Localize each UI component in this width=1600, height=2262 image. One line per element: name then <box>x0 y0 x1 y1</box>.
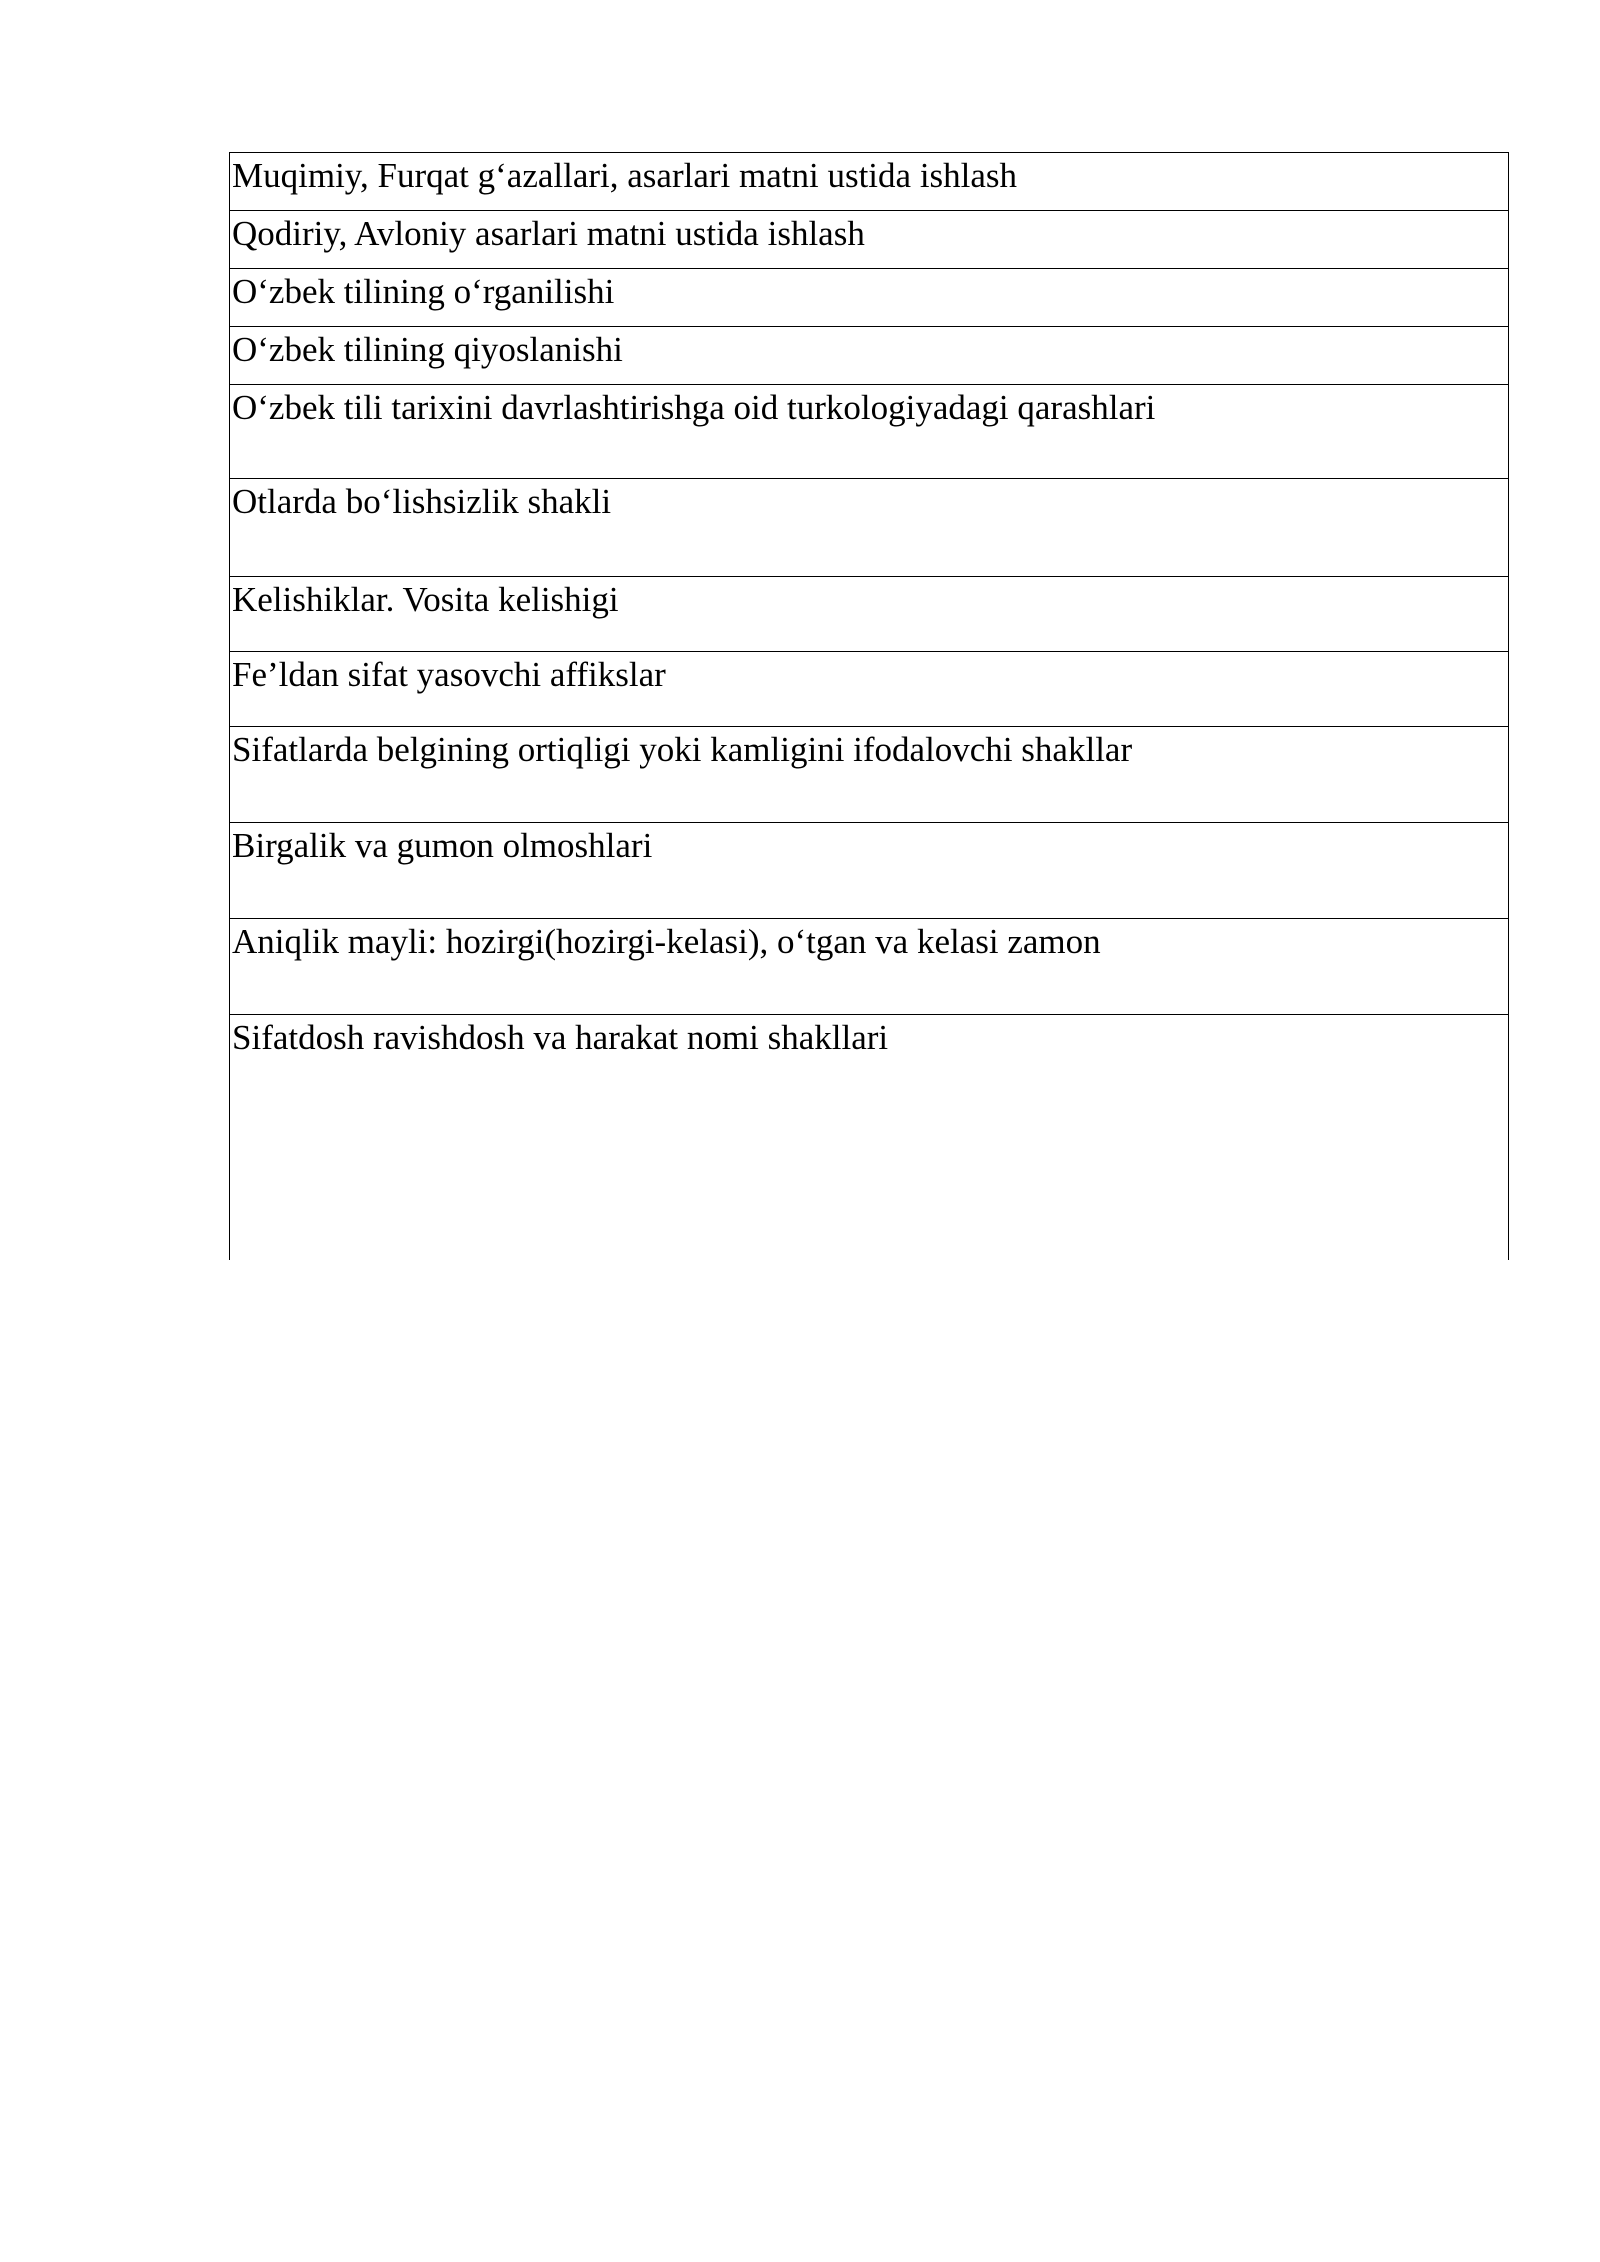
table-row: O‘zbek tilining qiyoslanishi <box>230 327 1508 385</box>
table-row: Otlarda bo‘lishsizlik shakli <box>230 479 1508 577</box>
table-row: Kelishiklar. Vosita kelishigi <box>230 577 1508 652</box>
table-row: Muqimiy, Furqat g‘azallari, asarlari matni ustida ishlash <box>230 153 1508 211</box>
table-row: O‘zbek tilining o‘rganilishi <box>230 269 1508 327</box>
table-row: O‘zbek tili tarixini davrlashtirishga oid turkologiyadagi qarashlari <box>230 385 1508 479</box>
table-row: Sifatlarda belgining ortiqligi yoki kamligini ifodalovchi shakllar <box>230 727 1508 823</box>
topics-table <box>229 152 1509 1260</box>
table-row: Qodiriy, Avloniy asarlari matni ustida ishlash <box>230 211 1508 269</box>
table-row: Birgalik va gumon olmoshlari <box>230 823 1508 919</box>
table-row: Fe’ldan sifat yasovchi affikslar <box>230 652 1508 727</box>
table-row: Aniqlik mayli: hozirgi(hozirgi-kelasi), o‘tgan va kelasi zamon <box>230 919 1508 1015</box>
table-row: Sifatdosh ravishdosh va harakat nomi shakllari <box>232 1018 889 1057</box>
